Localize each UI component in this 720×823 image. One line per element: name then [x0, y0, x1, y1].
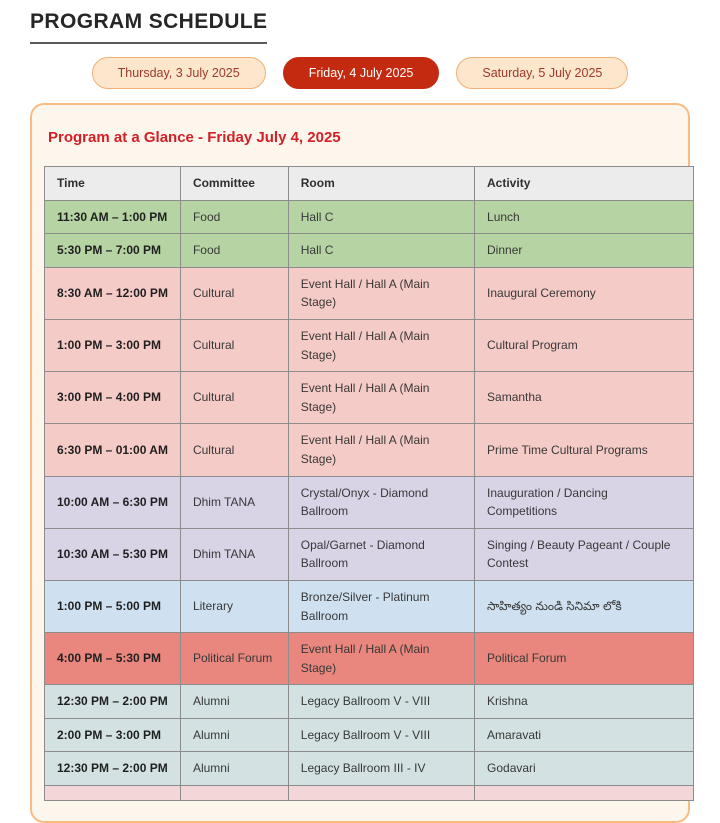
time-cell: 11:30 AM – 1:00 PM: [45, 200, 181, 234]
header-row: [45, 167, 694, 201]
col-header-room: Room: [288, 167, 474, 201]
activity-cell: Inauguration / Dancing Competitions: [475, 476, 694, 528]
room-cell: Hall C: [288, 200, 474, 234]
table-row: [45, 234, 694, 268]
activity-cell: Cultural Program: [475, 319, 694, 371]
schedule-card: [30, 103, 690, 823]
time-cell: 12:30 PM – 2:00 PM: [45, 685, 181, 719]
committee-cell: Literary: [180, 580, 288, 632]
activity-cell: Lunch: [475, 200, 694, 234]
time-cell: 1:00 PM – 3:00 PM: [45, 319, 181, 371]
time-cell: 10:30 AM – 5:30 PM: [45, 528, 181, 580]
col-header-activity: Activity: [475, 167, 694, 201]
time-cell: 6:30 PM – 01:00 AM: [45, 424, 181, 476]
table-row: [45, 267, 694, 319]
room-cell: Legacy Ballroom V - VIII: [288, 718, 474, 752]
activity-cell: Singing / Beauty Pageant / Couple Contest: [475, 528, 694, 580]
tab-thursday-3-july[interactable]: Thursday, 3 July 2025: [92, 57, 266, 89]
table-row: [45, 476, 694, 528]
room-cell: Bronze/Silver - Platinum Ballroom: [288, 580, 474, 632]
activity-cell: Dinner: [475, 234, 694, 268]
activity-cell: Godavari: [475, 752, 694, 786]
room-cell: Event Hall / Hall A (Main Stage): [288, 372, 474, 424]
time-cell: [45, 786, 181, 801]
activity-cell: Krishna: [475, 685, 694, 719]
room-cell: Crystal/Onyx - Diamond Ballroom: [288, 476, 474, 528]
committee-cell: Political Forum: [180, 633, 288, 685]
col-header-committee: Committee: [180, 167, 288, 201]
committee-cell: Food: [180, 200, 288, 234]
committee-cell: Dhim TANA: [180, 528, 288, 580]
table-row: [45, 319, 694, 371]
table-row: [45, 528, 694, 580]
room-cell: Legacy Ballroom III - IV: [288, 752, 474, 786]
room-cell: Event Hall / Hall A (Main Stage): [288, 267, 474, 319]
date-tabs: [30, 57, 690, 89]
time-cell: 3:00 PM – 4:00 PM: [45, 372, 181, 424]
room-cell: Legacy Ballroom V - VIII: [288, 685, 474, 719]
committee-cell: Cultural: [180, 319, 288, 371]
schedule-table-body: [45, 200, 694, 800]
activity-cell: Inaugural Ceremony: [475, 267, 694, 319]
committee-cell: Cultural: [180, 372, 288, 424]
table-row: [45, 372, 694, 424]
table-row: [45, 752, 694, 786]
room-cell: [288, 786, 474, 801]
committee-cell: Dhim TANA: [180, 476, 288, 528]
committee-cell: Alumni: [180, 685, 288, 719]
committee-cell: Cultural: [180, 267, 288, 319]
committee-cell: Cultural: [180, 424, 288, 476]
committee-cell: Food: [180, 234, 288, 268]
activity-cell: Amaravati: [475, 718, 694, 752]
activity-cell: [475, 786, 694, 801]
activity-cell: సాహిత్యం నుండి సినిమా లోకి: [475, 580, 694, 632]
table-row: [45, 718, 694, 752]
committee-cell: [180, 786, 288, 801]
tab-friday-4-july[interactable]: Friday, 4 July 2025: [283, 57, 440, 89]
table-row: [45, 424, 694, 476]
room-cell: Event Hall / Hall A (Main Stage): [288, 633, 474, 685]
table-row: [45, 685, 694, 719]
activity-cell: Prime Time Cultural Programs: [475, 424, 694, 476]
table-row: [45, 786, 694, 801]
activity-cell: Political Forum: [475, 633, 694, 685]
time-cell: 1:00 PM – 5:00 PM: [45, 580, 181, 632]
schedule-table-header: [45, 167, 694, 201]
time-cell: 8:30 AM – 12:00 PM: [45, 267, 181, 319]
card-heading: Program at a Glance - Friday July 4, 2025: [48, 129, 341, 146]
activity-cell: Samantha: [475, 372, 694, 424]
time-cell: 5:30 PM – 7:00 PM: [45, 234, 181, 268]
committee-cell: Alumni: [180, 752, 288, 786]
col-header-time: Time: [45, 167, 181, 201]
tab-saturday-5-july[interactable]: Saturday, 5 July 2025: [456, 57, 628, 89]
table-row: [45, 633, 694, 685]
time-cell: 2:00 PM – 3:00 PM: [45, 718, 181, 752]
committee-cell: Alumni: [180, 718, 288, 752]
page-title: PROGRAM SCHEDULE: [30, 10, 267, 44]
room-cell: Event Hall / Hall A (Main Stage): [288, 319, 474, 371]
room-cell: Event Hall / Hall A (Main Stage): [288, 424, 474, 476]
time-cell: 12:30 PM – 2:00 PM: [45, 752, 181, 786]
table-row: [45, 200, 694, 234]
schedule-table: [44, 166, 694, 801]
table-row: [45, 580, 694, 632]
time-cell: 4:00 PM – 5:30 PM: [45, 633, 181, 685]
time-cell: 10:00 AM – 6:30 PM: [45, 476, 181, 528]
room-cell: Opal/Garnet - Diamond Ballroom: [288, 528, 474, 580]
room-cell: Hall C: [288, 234, 474, 268]
